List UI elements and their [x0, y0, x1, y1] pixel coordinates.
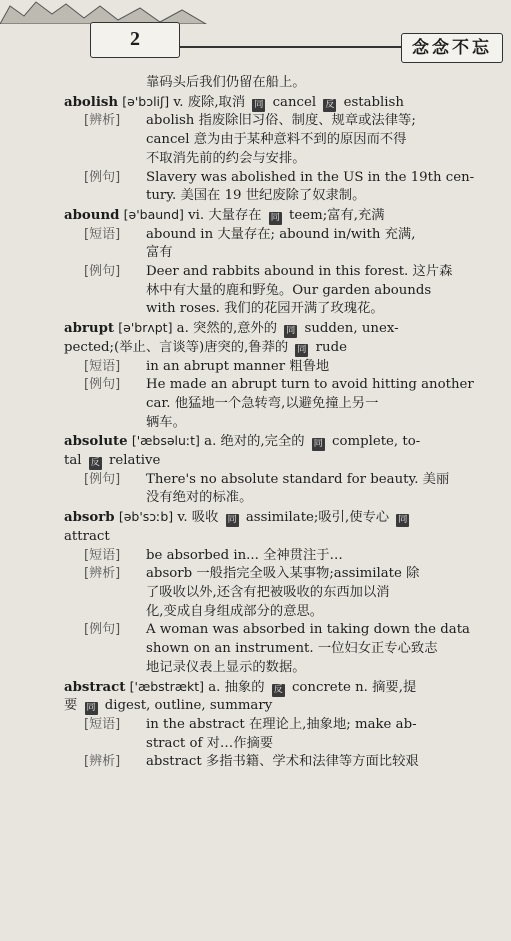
- relation-badge: 反: [273, 684, 283, 695]
- relation-badge: 同: [398, 515, 408, 526]
- section-label: [短语]: [84, 226, 121, 242]
- entry-text: relative: [104, 453, 161, 469]
- entry-line: [0, 414, 511, 433]
- entry-text: v. 吸收: [173, 510, 223, 526]
- section-label: [例句]: [84, 622, 121, 638]
- entry-line: [0, 93, 511, 113]
- section-label: [辨析]: [84, 113, 121, 129]
- entry-line: [0, 603, 511, 622]
- phonetic: [ə'brʌpt]: [118, 320, 173, 336]
- entry-line: [0, 753, 511, 772]
- entry-text: be absorbed in... 全神贯注于…: [146, 547, 343, 563]
- section-label: [辨析]: [84, 754, 121, 770]
- entry-line: [0, 452, 511, 471]
- entry-text: abstract 多指书籍、学术和法律等方面比较艰: [146, 754, 419, 770]
- entry-text: v. 废除,取消: [169, 94, 250, 110]
- entry-text: tal: [64, 453, 86, 469]
- entry-text: 林中有大量的鹿和野兔。Our garden abounds: [146, 282, 432, 298]
- section-label: [辨析]: [84, 566, 121, 582]
- entry-text: in the abstract 在理论上,抽象地; make ab-: [146, 716, 417, 732]
- entry-text: vi. 大量存在: [183, 207, 266, 223]
- entry-text: with roses. 我们的花园开满了玫瑰花。: [146, 301, 384, 317]
- entry-line: [0, 432, 511, 452]
- entry-line: [0, 206, 511, 226]
- entry-text: rude: [311, 339, 347, 355]
- entry-text: 化,变成自身组成部分的意思。: [146, 603, 324, 619]
- entry-text: absorb 一般指完全吸入某事物;assimilate 除: [146, 566, 420, 582]
- entry-line: [0, 282, 511, 301]
- headword: absorb: [64, 510, 115, 526]
- relation-badge: 同: [313, 439, 323, 450]
- section-label: [例句]: [84, 471, 121, 487]
- entry-text: in an abrupt manner 粗鲁地: [146, 358, 330, 374]
- entry-line: [0, 226, 511, 245]
- entry-text: 没有绝对的标准。: [146, 490, 253, 506]
- relation-badge: 反: [325, 99, 335, 110]
- section-label: [例句]: [84, 377, 121, 393]
- entry-text: abolish 指废除旧习俗、制度、规章或法律等;: [146, 113, 416, 129]
- headword: abstract: [64, 679, 126, 695]
- relation-badge: 反: [90, 458, 100, 469]
- relation-badge: 同: [286, 326, 296, 337]
- entry-line: [0, 508, 511, 528]
- relation-badge: 同: [254, 99, 264, 110]
- dictionary-entries: [0, 74, 511, 772]
- entry-text: 地记录仪表上显示的数据。: [146, 659, 306, 675]
- entry-line: [0, 376, 511, 395]
- phonetic: [əb'sɔːb]: [118, 509, 174, 525]
- entry-line: [0, 131, 511, 150]
- entry-line: [0, 547, 511, 566]
- entry-line: [0, 263, 511, 282]
- headword: absolute: [64, 434, 128, 450]
- entry-text: 不取消先前的约会与安排。: [146, 150, 306, 166]
- entry-text: assimilate;吸引,使专心: [241, 510, 394, 526]
- entry-text: stract of 对…作摘要: [146, 735, 274, 751]
- entry-line: [0, 300, 511, 319]
- entry-line: [0, 584, 511, 603]
- entry-line: [0, 319, 511, 339]
- entry-line: [0, 74, 511, 93]
- entry-text: There's no absolute standard for beauty. 美丽: [146, 471, 450, 487]
- entry-line: [0, 187, 511, 206]
- entry-text: concrete n. 摘要,提: [287, 679, 417, 695]
- entry-line: [0, 697, 511, 716]
- entry-line: [0, 150, 511, 169]
- entry-line: [0, 640, 511, 659]
- entry-text: digest, outline, summary: [100, 698, 273, 714]
- entry-text: sudden, unex-: [300, 321, 399, 337]
- relation-badge: 同: [297, 344, 307, 355]
- headword: abrupt: [64, 321, 115, 337]
- entry-text: tury. 美国在 19 世纪废除了奴隶制。: [146, 188, 366, 204]
- entry-text: A woman was absorbed in taking down the data: [146, 622, 470, 638]
- headword: abolish: [64, 94, 119, 110]
- entry-text: shown on an instrument. 一位妇女正专心致志: [146, 641, 438, 657]
- entry-line: [0, 659, 511, 678]
- entry-text: cancel 意为由于某种意料不到的原因而不得: [146, 132, 407, 148]
- entry-line: [0, 169, 511, 188]
- entry-line: [0, 358, 511, 377]
- section-label: [短语]: [84, 547, 121, 563]
- entry-text: teem;富有,充满: [284, 207, 385, 223]
- header-rule: [178, 46, 403, 48]
- entry-text: complete, to-: [327, 434, 421, 450]
- entry-text: a. 绝对的,完全的: [199, 434, 309, 450]
- entry-text: He made an abrupt turn to avoid hitting another: [146, 377, 474, 393]
- page-header: [0, 0, 511, 72]
- entry-line: [0, 528, 511, 547]
- entry-text: attract: [64, 528, 110, 544]
- entry-line: [0, 244, 511, 263]
- section-label: [例句]: [84, 169, 121, 185]
- entry-text: 靠码头后我们仍留在船上。: [146, 75, 306, 90]
- entry-line: [0, 471, 511, 490]
- section-label: [短语]: [84, 358, 121, 374]
- phonetic: ['æbsəluːt]: [131, 433, 200, 449]
- page-number-tab: [90, 22, 180, 58]
- entry-line: [0, 716, 511, 735]
- relation-badge: 同: [86, 703, 96, 714]
- entry-text: car. 他猛地一个急转弯,以避免撞上另一: [146, 395, 379, 411]
- entry-text: a. 突然的,意外的: [172, 321, 282, 337]
- page-number: 2: [130, 28, 140, 50]
- entry-line: [0, 395, 511, 414]
- entry-line: [0, 112, 511, 131]
- entry-line: [0, 489, 511, 508]
- section-label: [例句]: [84, 264, 121, 280]
- entry-text: Slavery was abolished in the US in the 19th cen-: [146, 169, 475, 185]
- entry-text: 辆车。: [146, 414, 186, 430]
- entry-line: [0, 339, 511, 358]
- running-title: 念念不忘: [401, 33, 503, 63]
- relation-badge: 同: [270, 212, 280, 223]
- entry-line: [0, 565, 511, 584]
- phonetic: ['æbstrækt]: [129, 678, 205, 694]
- entry-text: a. 抽象的: [204, 679, 269, 695]
- header-illustration: [0, 0, 250, 24]
- entry-text: 了吸收以外,还含有把被吸收的东西加以消: [146, 584, 390, 600]
- entry-text: abound in 大量存在; abound in/with 充满,: [146, 226, 416, 242]
- entry-line: [0, 735, 511, 754]
- headword: abound: [64, 207, 120, 223]
- phonetic: [ə'bɔliʃ]: [122, 93, 170, 109]
- entry-text: cancel: [268, 94, 321, 110]
- section-label: [短语]: [84, 716, 121, 732]
- relation-badge: 同: [227, 515, 237, 526]
- phonetic: [ə'baund]: [123, 206, 184, 222]
- entry-text: 富有: [146, 245, 173, 261]
- entry-text: pected;(举止、言谈等)唐突的,鲁莽的: [64, 339, 293, 355]
- entry-text: Deer and rabbits abound in this forest. 这片森: [146, 264, 453, 280]
- entry-text: establish: [339, 94, 404, 110]
- entry-line: [0, 678, 511, 698]
- entry-line: [0, 621, 511, 640]
- entry-text: 要: [64, 698, 82, 714]
